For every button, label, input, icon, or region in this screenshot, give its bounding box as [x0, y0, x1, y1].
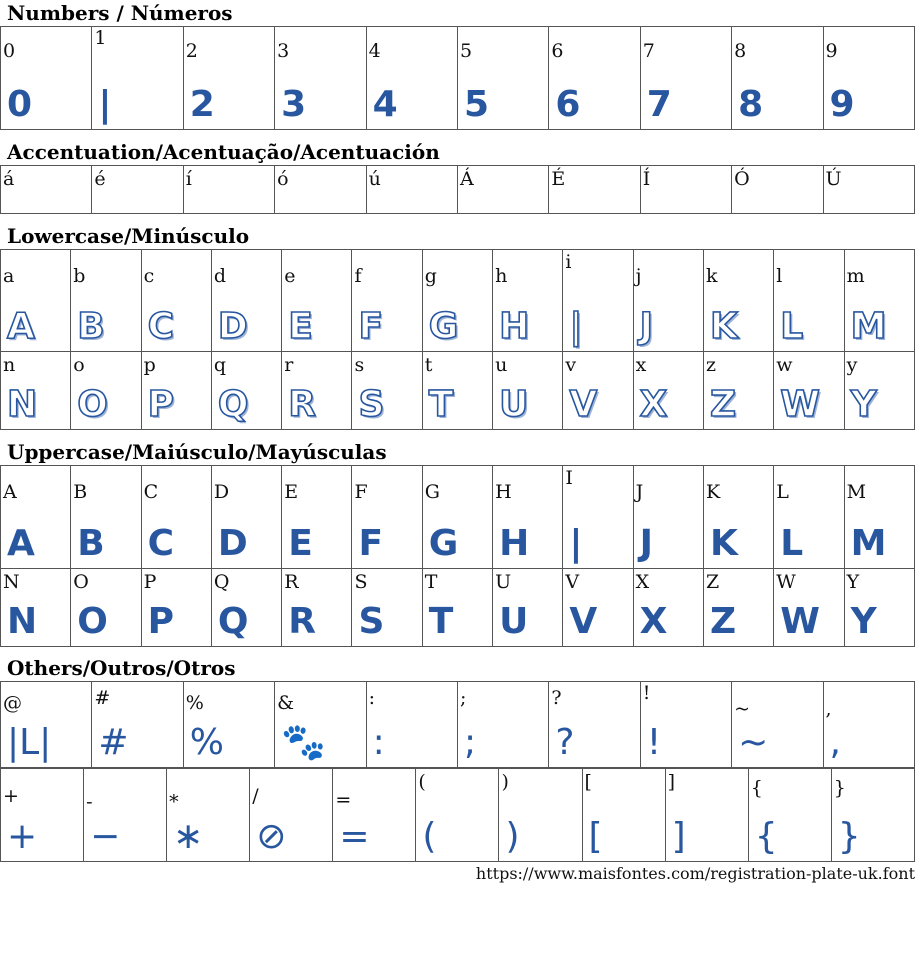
glyph-cell — [831, 769, 914, 862]
font-glyph-sample: B — [77, 306, 105, 347]
glyph-cell — [563, 352, 633, 430]
glyph-cell — [1, 27, 92, 130]
character-label: T — [424, 571, 438, 593]
font-glyph-sample: 4 — [372, 84, 398, 125]
glyph-cell — [183, 682, 274, 768]
glyph-cell — [563, 569, 633, 647]
font-glyph-sample: M — [850, 523, 887, 564]
character-label: { — [750, 777, 763, 799]
font-glyph-sample: J — [639, 306, 654, 347]
section-title-numbers: Numbers / Números — [7, 1, 233, 25]
glyph-cell — [493, 466, 563, 569]
font-glyph-sample: J — [639, 523, 654, 564]
glyph-cell — [141, 352, 211, 430]
glyph-cell — [275, 682, 366, 768]
font-glyph-sample: C — [147, 306, 175, 347]
glyph-cell — [732, 166, 823, 214]
character-label: g — [424, 265, 437, 287]
character-label: N — [3, 571, 20, 593]
character-label: K — [705, 481, 721, 503]
font-glyph-sample: |L| — [7, 722, 52, 763]
character-label: / — [252, 785, 259, 807]
glyph-cell — [71, 352, 141, 430]
font-glyph-sample: E — [288, 523, 313, 564]
glyph-cell — [774, 250, 844, 352]
glyph-cell — [844, 466, 914, 569]
character-label: C — [143, 481, 159, 503]
character-label: B — [73, 481, 88, 503]
glyph-cell — [774, 569, 844, 647]
section-title-accentuation: Accentuation/Acentuação/Acentuación — [7, 140, 440, 164]
font-glyph-sample: K — [709, 306, 738, 347]
glyph-cell — [549, 682, 640, 768]
glyph-cell — [633, 250, 703, 352]
character-label: o — [73, 354, 85, 376]
character-label: U — [495, 571, 512, 593]
font-glyph-sample: ] — [671, 816, 686, 857]
glyph-cell — [92, 27, 183, 130]
glyph-cell — [1, 166, 92, 214]
character-label: n — [3, 354, 16, 376]
character-label: 4 — [368, 40, 381, 62]
glyph-cell — [211, 569, 281, 647]
character-label: Í — [642, 168, 651, 190]
font-glyph-sample: Z — [709, 601, 737, 642]
glyph-row — [1, 166, 915, 214]
character-label: H — [495, 481, 512, 503]
font-glyph-sample: | — [569, 523, 583, 564]
glyph-cell — [640, 682, 731, 768]
glyph-cell — [333, 769, 416, 862]
glyph-cell — [352, 569, 422, 647]
font-glyph-sample: = — [339, 816, 370, 857]
glyph-cell — [549, 27, 640, 130]
glyph-cell — [71, 569, 141, 647]
font-glyph-sample: A — [7, 523, 35, 564]
font-glyph-sample: W — [780, 601, 820, 642]
glyph-cell — [141, 466, 211, 569]
font-glyph-sample: 0 — [7, 84, 33, 125]
glyph-cell — [640, 27, 731, 130]
glyph-cell — [282, 352, 352, 430]
font-glyph-sample: ! — [646, 722, 662, 763]
character-label: Ó — [734, 168, 750, 190]
character-label: é — [94, 168, 106, 190]
character-label: k — [705, 265, 718, 287]
glyph-cell — [457, 682, 548, 768]
character-label: 0 — [3, 40, 16, 62]
character-label: 9 — [825, 40, 838, 62]
font-glyph-sample: P — [147, 601, 174, 642]
font-glyph-sample: Y — [850, 601, 877, 642]
glyph-cell — [92, 682, 183, 768]
character-label: G — [424, 481, 440, 503]
section-title-others: Others/Outros/Otros — [7, 656, 236, 680]
font-glyph-sample: S — [358, 601, 385, 642]
character-label: j — [635, 265, 642, 287]
glyph-cell — [493, 569, 563, 647]
character-label: # — [94, 687, 111, 709]
font-glyph-sample: E — [288, 306, 313, 347]
font-glyph-sample: N — [7, 384, 38, 425]
glyph-cell — [422, 352, 492, 430]
font-glyph-sample: ⊘ — [256, 816, 287, 857]
character-label: ( — [418, 771, 426, 793]
font-glyph-sample: 8 — [738, 84, 764, 125]
font-glyph-sample: C — [147, 523, 175, 564]
font-glyph-sample: X — [639, 384, 668, 425]
character-label: P — [143, 571, 157, 593]
font-glyph-sample: { — [754, 816, 778, 857]
font-glyph-sample: T — [428, 384, 454, 425]
font-glyph-sample: H — [499, 523, 530, 564]
glyph-cell — [633, 466, 703, 569]
character-label: 5 — [459, 40, 473, 62]
character-label: A — [3, 481, 17, 503]
font-glyph-sample: ~ — [738, 722, 769, 763]
glyph-cell — [457, 166, 548, 214]
font-glyph-sample: − — [90, 816, 121, 857]
glyph-cell — [282, 466, 352, 569]
glyph-cell — [71, 250, 141, 352]
glyph-cell — [366, 682, 457, 768]
character-label: m — [846, 265, 865, 287]
font-glyph-sample: ∗ — [173, 816, 204, 857]
character-label: Y — [846, 571, 860, 593]
glyph-cell — [582, 769, 665, 862]
character-label: ó — [277, 168, 289, 190]
glyph-cell — [493, 250, 563, 352]
character-label: J — [635, 481, 644, 503]
font-glyph-sample: X — [639, 601, 668, 642]
uppercase-grid — [0, 465, 915, 647]
character-label: ] — [667, 771, 676, 793]
font-glyph-sample: A — [7, 306, 35, 347]
glyph-row — [1, 569, 915, 647]
font-glyph-sample: : — [372, 722, 385, 763]
font-glyph-sample: O — [77, 384, 108, 425]
character-label: ú — [368, 168, 381, 190]
font-glyph-sample: 7 — [646, 84, 672, 125]
font-glyph-sample: 9 — [829, 84, 855, 125]
glyph-cell — [732, 27, 823, 130]
glyph-cell — [366, 27, 457, 130]
glyph-cell — [703, 352, 773, 430]
character-label: R — [284, 571, 299, 593]
glyph-cell — [352, 250, 422, 352]
character-label: t — [424, 354, 433, 376]
character-label: O — [73, 571, 89, 593]
glyph-cell — [141, 250, 211, 352]
font-glyph-sample: N — [7, 601, 38, 642]
glyph-cell — [183, 27, 274, 130]
glyph-cell — [1, 682, 92, 768]
font-glyph-sample: G — [428, 523, 459, 564]
font-glyph-sample: W — [780, 384, 820, 425]
glyph-cell — [844, 569, 914, 647]
font-glyph-sample: R — [288, 384, 316, 425]
font-glyph-sample: | — [569, 306, 583, 347]
glyph-cell — [366, 166, 457, 214]
character-label: : — [368, 687, 375, 709]
font-glyph-sample: } — [837, 816, 861, 857]
character-label: @ — [3, 692, 22, 714]
font-glyph-sample: ? — [555, 722, 575, 763]
character-label: 3 — [277, 40, 290, 62]
glyph-cell — [84, 769, 167, 862]
character-label: í — [185, 168, 192, 190]
glyph-cell — [640, 166, 731, 214]
character-label: & — [277, 692, 295, 714]
others-grid-row2 — [0, 768, 915, 862]
glyph-cell — [549, 166, 640, 214]
glyph-cell — [774, 352, 844, 430]
character-label: X — [635, 571, 650, 593]
glyph-cell — [211, 466, 281, 569]
font-glyph-sample: Y — [850, 384, 877, 425]
font-glyph-sample: , — [829, 722, 841, 763]
font-glyph-sample: Z — [709, 384, 737, 425]
glyph-cell — [275, 166, 366, 214]
character-label: V — [565, 571, 580, 593]
character-label: z — [705, 354, 716, 376]
glyph-cell — [703, 250, 773, 352]
font-glyph-sample: ; — [463, 722, 477, 763]
font-glyph-sample: 3 — [281, 84, 307, 125]
glyph-cell — [665, 769, 748, 862]
glyph-cell — [92, 166, 183, 214]
glyph-cell — [823, 682, 914, 768]
section-title-lowercase: Lowercase/Minúsculo — [7, 224, 250, 248]
glyph-cell — [422, 569, 492, 647]
character-label: ~ — [734, 698, 751, 720]
glyph-cell — [1, 569, 71, 647]
glyph-row — [1, 466, 915, 569]
character-label: y — [846, 354, 858, 376]
font-glyph-sample: B — [77, 523, 105, 564]
character-label: v — [565, 354, 577, 376]
character-label: Á — [459, 168, 474, 190]
character-label: q — [213, 354, 227, 376]
font-glyph-sample: D — [217, 306, 248, 347]
font-glyph-sample: # — [98, 722, 129, 763]
glyph-cell — [823, 27, 914, 130]
glyph-cell — [1, 466, 71, 569]
glyph-row — [1, 682, 915, 768]
glyph-cell — [141, 569, 211, 647]
character-label: ; — [459, 687, 467, 709]
font-glyph-sample: + — [7, 816, 38, 857]
font-glyph-sample: S — [358, 384, 385, 425]
glyph-cell — [282, 569, 352, 647]
character-label: a — [3, 265, 15, 287]
font-glyph-sample: P — [147, 384, 174, 425]
character-label: p — [143, 354, 156, 376]
glyph-cell — [748, 769, 831, 862]
glyph-cell — [422, 250, 492, 352]
glyph-cell — [633, 352, 703, 430]
font-glyph-sample: O — [77, 601, 108, 642]
glyph-cell — [732, 682, 823, 768]
character-label: ! — [642, 682, 651, 704]
glyph-cell — [633, 569, 703, 647]
glyph-cell — [703, 466, 773, 569]
character-label: M — [846, 481, 867, 503]
font-glyph-sample: 2 — [189, 84, 215, 125]
character-label: x — [635, 354, 647, 376]
character-label: w — [776, 354, 793, 376]
glyph-cell — [352, 352, 422, 430]
character-label: E — [284, 481, 299, 503]
lowercase-grid — [0, 249, 915, 430]
glyph-cell — [1, 250, 71, 352]
font-glyph-sample: 5 — [463, 84, 490, 125]
font-glyph-sample: K — [709, 523, 738, 564]
font-glyph-sample: G — [428, 306, 459, 347]
font-glyph-sample: F — [358, 306, 384, 347]
character-label: S — [354, 571, 368, 593]
font-glyph-sample: | — [98, 84, 112, 125]
character-label: I — [565, 467, 573, 489]
glyph-cell — [250, 769, 333, 862]
font-glyph-sample: V — [569, 384, 598, 425]
accentuation-grid — [0, 165, 915, 214]
glyph-cell — [457, 27, 548, 130]
source-url[interactable]: https://www.maisfontes.com/registration-plate-uk.font — [475, 864, 915, 883]
font-glyph-sample: U — [499, 384, 529, 425]
character-label: u — [495, 354, 508, 376]
character-label: , — [825, 698, 832, 720]
glyph-cell — [1, 769, 84, 862]
character-label: b — [73, 265, 86, 287]
character-label: + — [3, 785, 19, 807]
font-glyph-sample: 🐾 — [281, 722, 326, 763]
character-label: á — [3, 168, 15, 190]
glyph-cell — [211, 352, 281, 430]
character-label: h — [495, 265, 508, 287]
glyph-cell — [416, 769, 499, 862]
character-label: 8 — [734, 40, 747, 62]
character-label: 6 — [551, 40, 564, 62]
glyph-cell — [422, 466, 492, 569]
font-glyph-sample: L — [780, 306, 804, 347]
character-label: } — [833, 777, 846, 799]
font-glyph-sample: R — [288, 601, 316, 642]
font-glyph-sample: Q — [217, 601, 249, 642]
glyph-cell — [183, 166, 274, 214]
character-label: d — [213, 265, 227, 287]
font-glyph-sample: ) — [505, 816, 520, 857]
numbers-grid — [0, 26, 915, 130]
font-glyph-sample: Q — [217, 384, 249, 425]
others-grid-row1 — [0, 681, 915, 768]
font-glyph-sample: U — [499, 601, 529, 642]
character-label: i — [565, 251, 572, 273]
glyph-cell — [844, 352, 914, 430]
character-label: l — [776, 265, 783, 287]
character-label: r — [284, 354, 294, 376]
character-label: % — [185, 692, 204, 714]
character-label: * — [169, 791, 179, 813]
glyph-cell — [774, 466, 844, 569]
character-label: - — [86, 791, 93, 813]
font-glyph-sample: 6 — [555, 84, 581, 125]
section-title-uppercase: Uppercase/Maiúsculo/Mayúsculas — [7, 440, 387, 464]
character-label: ? — [551, 687, 562, 709]
glyph-cell — [563, 250, 633, 352]
glyph-cell — [703, 569, 773, 647]
glyph-row — [1, 352, 915, 430]
glyph-cell — [352, 466, 422, 569]
glyph-cell — [493, 352, 563, 430]
character-label: L — [776, 481, 789, 503]
font-glyph-sample: M — [850, 306, 887, 347]
glyph-cell — [167, 769, 250, 862]
glyph-cell — [563, 466, 633, 569]
font-glyph-sample: [ — [588, 816, 603, 857]
glyph-row — [1, 250, 915, 352]
font-glyph-sample: ( — [422, 816, 437, 857]
font-glyph-sample: % — [189, 722, 224, 763]
glyph-cell — [71, 466, 141, 569]
character-label: ) — [501, 771, 509, 793]
glyph-cell — [211, 250, 281, 352]
character-label: = — [335, 789, 352, 811]
font-glyph-sample: H — [499, 306, 530, 347]
glyph-row — [1, 769, 915, 862]
glyph-row — [1, 27, 915, 130]
character-label: f — [354, 265, 362, 287]
font-glyph-sample: L — [780, 523, 804, 564]
character-label: 1 — [94, 27, 107, 49]
character-label: Z — [705, 571, 720, 593]
character-label: c — [143, 265, 155, 287]
character-label: e — [284, 265, 296, 287]
character-label: D — [213, 481, 230, 503]
glyph-cell — [282, 250, 352, 352]
character-label: F — [354, 481, 368, 503]
font-glyph-sample: D — [217, 523, 248, 564]
glyph-cell — [1, 352, 71, 430]
font-glyph-sample: T — [428, 601, 454, 642]
character-label: Ú — [825, 168, 842, 190]
character-label: É — [551, 168, 566, 190]
character-label: W — [776, 571, 796, 593]
glyph-cell — [844, 250, 914, 352]
character-label: 7 — [642, 40, 655, 62]
glyph-cell — [823, 166, 914, 214]
character-label: s — [354, 354, 365, 376]
glyph-cell — [275, 27, 366, 130]
font-glyph-sample: V — [569, 601, 598, 642]
font-glyph-sample: F — [358, 523, 384, 564]
character-label: [ — [584, 771, 592, 793]
character-label: Q — [213, 571, 230, 593]
character-label: 2 — [185, 40, 198, 62]
glyph-cell — [499, 769, 582, 862]
